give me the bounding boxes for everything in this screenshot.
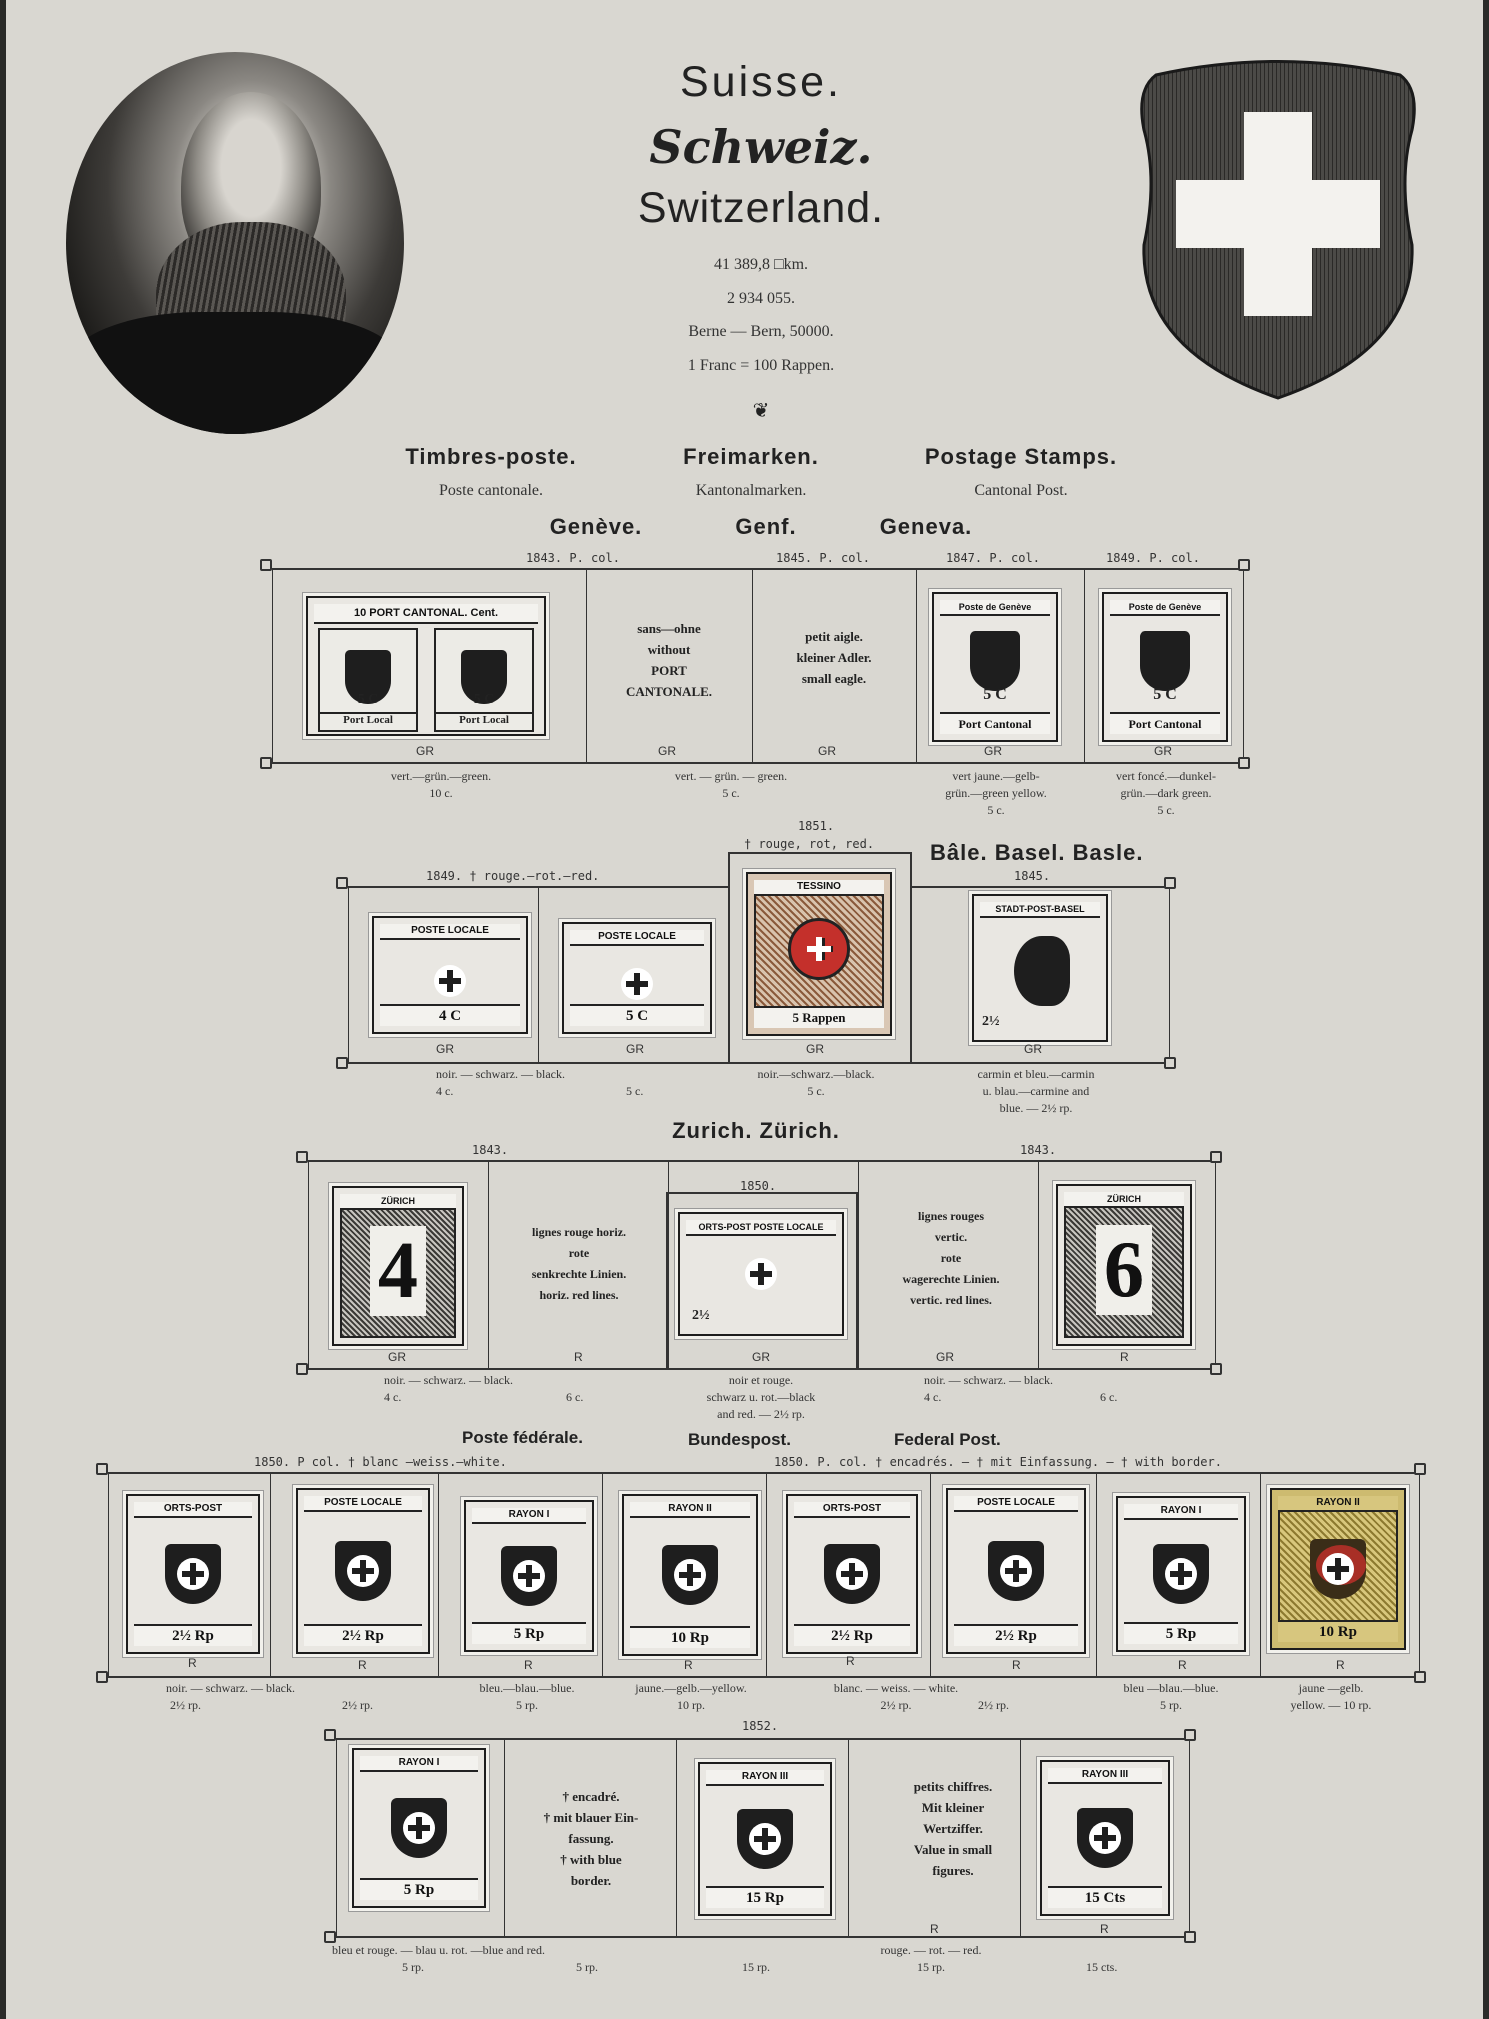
title-de: Schweiz. [649, 120, 873, 174]
stamp-value: 5 C [473, 692, 495, 707]
stamp-zurich-6: ZÜRICH 6 [1056, 1184, 1192, 1346]
stamp-value: 5 C [983, 686, 1007, 703]
date-1851-red: † rouge, rot, red. [744, 837, 875, 851]
date-1849-red: 1849. † rouge.—rot.—red. [426, 869, 600, 883]
date-1845-basel: 1845. [1014, 869, 1051, 883]
caption: noir. — schwarz. — black. 4 c. [436, 1067, 565, 1098]
catalogue-mark: R [846, 1654, 855, 1668]
catalogue-mark: GR [388, 1350, 406, 1364]
stamp-federal-6: POSTE LOCALE 2½ Rp [946, 1488, 1086, 1654]
catalogue-mark: R [1100, 1922, 1109, 1936]
catalogue-mark: GR [658, 744, 676, 758]
catalogue-mark: GR [818, 744, 836, 758]
mount-clip [96, 1463, 108, 1475]
catalogue-mark: GR [752, 1350, 770, 1364]
date-1851: 1851. [797, 819, 835, 833]
mount-clip [1414, 1671, 1426, 1683]
geneva-heading-en: Geneva. [879, 514, 973, 539]
catalogue-mark: R [358, 1658, 367, 1672]
federal-heading-fr: Poste fédérale. [462, 1428, 583, 1447]
caption: rouge. — rot. — red. 15 rp. [880, 1943, 982, 1974]
date-1843: 1843. P. col. [526, 551, 620, 565]
stamp-federal-7: RAYON I 5 Rp [1116, 1496, 1246, 1652]
portrait [66, 52, 404, 434]
section-title-fr: Timbres-poste. [405, 444, 577, 469]
catalogue-mark: GR [1154, 744, 1172, 758]
mount-clip [296, 1151, 308, 1163]
stamp-vaud-5c: POSTE LOCALE 5 C [562, 922, 712, 1034]
catalogue-mark: R [1012, 1658, 1021, 1672]
zurich-desc-horizontal: lignes rouge horiz. rote senkrechte Linien. horiz. red lines. [531, 1225, 627, 1302]
stamp-value: 2½ [982, 1014, 1000, 1029]
caption: 6 c. [1100, 1390, 1118, 1404]
caption: 2½ rp. [978, 1698, 1009, 1712]
catalogue-mark: GR [984, 744, 1002, 758]
catalogue-mark: GR [806, 1042, 824, 1056]
caption: jaune.—gelb.—yellow. 10 rp. [635, 1681, 747, 1712]
stamp-vaud-4c: POSTE LOCALE 4 C [372, 916, 528, 1034]
album-page [6, 0, 1483, 2019]
mount-clip [336, 1057, 348, 1069]
mount-clip [1164, 1057, 1176, 1069]
caption: 15 rp. [742, 1960, 770, 1974]
ornament: ❦ [752, 400, 770, 422]
caption: noir et rouge. schwarz u. rot.—black and red. — 2½ rp. [706, 1373, 816, 1421]
stamp-federal-5: ORTS-POST 2½ Rp [786, 1494, 918, 1654]
mount-clip [260, 757, 272, 769]
federal-heading-de: Bundespost. [688, 1430, 791, 1449]
zurich-desc-vertical: lignes rouges vertic. rote wagerechte Linien. vertic. red lines. [902, 1209, 1000, 1307]
stamp-basel-dove: STADT-POST-BASEL 2½ [972, 894, 1108, 1042]
stamp-federal-3: RAYON I 5 Rp [464, 1500, 594, 1652]
desc-blue-border: † encadré. † mit blauer Ein- fassung. † with blue border. [543, 1789, 639, 1888]
stamp-winterthur: ORTS-POST POSTE LOCALE 2½ [678, 1212, 844, 1336]
geneva-desc-small-eagle: petit aigle. kleiner Adler. small eagle. [796, 629, 872, 686]
currency: 1 Franc = 100 Rappen. [687, 357, 835, 374]
stamp-zurich-4: ZÜRICH 4 [332, 1186, 464, 1346]
section-sub-en: Cantonal Post. [974, 482, 1068, 499]
caption: vert jaune.—gelb- grün.—green yellow. 5 c. [945, 769, 1047, 817]
zurich-heading: Zurich. Zürich. [672, 1118, 840, 1143]
mount-clip [324, 1729, 336, 1741]
basel-heading: Bâle. Basel. Basle. [930, 840, 1144, 865]
mount-clip [1238, 559, 1250, 571]
mount-clip [296, 1363, 308, 1375]
date-1850-white: 1850. P col. † blanc —weiss.—white. [254, 1455, 507, 1469]
mount-clip [96, 1671, 108, 1683]
caption: jaune —gelb. yellow. — 10 rp. [1290, 1681, 1372, 1712]
stamp-geneva-1849: Poste de Genève 5 C Port Cantonal [1102, 592, 1228, 742]
stamp-1852-5rp: RAYON I 5 Rp [352, 1748, 486, 1908]
caption: bleu —blau.—blue. 5 rp. [1123, 1681, 1219, 1712]
caption: 5 c. [626, 1084, 644, 1098]
caption: carmin et bleu.—carmin u. blau.—carmine and blue. — 2½ rp. [977, 1067, 1095, 1115]
title-fr: Suisse. [679, 58, 842, 106]
date-1843-zurich: 1843. [472, 1143, 509, 1157]
caption: vert. — grün. — green. 5 c. [674, 769, 788, 800]
mount-clip [1184, 1729, 1196, 1741]
catalogue-mark: GR [1024, 1042, 1042, 1056]
date-1843-zurich-2: 1843. [1020, 1143, 1057, 1157]
stamp-geneva-1847: Poste de Genève 5 C Port Cantonal [932, 592, 1058, 742]
catalogue-mark: R [574, 1350, 583, 1364]
caption: noir. — schwarz. — black. 2½ rp. [166, 1681, 295, 1712]
stamp-ticino: TESSINO 5 Rappen [746, 872, 892, 1036]
caption: noir. — schwarz. — black. 4 c. [924, 1373, 1053, 1404]
capital: Berne — Bern, 50000. [688, 323, 834, 340]
area: 41 389,8 □km. [713, 256, 809, 273]
date-1850-zurich: 1850. [740, 1179, 777, 1193]
caption: blanc. — weiss. — white. 2½ rp. [833, 1681, 959, 1712]
caption: bleu.—blau.—blue. 5 rp. [479, 1681, 575, 1712]
caption: noir. — schwarz. — black. 4 c. [384, 1373, 513, 1404]
mount-clip [260, 559, 272, 571]
stamp-bottom: Port Local [320, 712, 416, 730]
stamp-value: 5 C [1153, 686, 1177, 703]
catalogue-mark: R [188, 1656, 197, 1670]
stamp-value: 2½ [692, 1308, 710, 1323]
caption: vert foncé.—dunkel- grün.—dark green. 5 c. [1116, 769, 1216, 817]
mount-clip [1414, 1463, 1426, 1475]
desc-small-figures: petits chiffres. Mit kleiner Wertziffer. Value in small figures. [913, 1779, 993, 1878]
catalogue-mark: GR [626, 1042, 644, 1056]
catalogue-mark: R [524, 1658, 533, 1672]
federal-heading-en: Federal Post. [894, 1430, 1001, 1449]
mount-clip [1210, 1363, 1222, 1375]
caption: 2½ rp. [342, 1698, 373, 1712]
swiss-shield-icon [1136, 60, 1420, 405]
date-1850-border: 1850. P. col. † encadrés. — † mit Einfassung. — † with border. [774, 1455, 1222, 1469]
catalogue-mark: R [684, 1658, 693, 1672]
caption: 15 cts. [1086, 1960, 1118, 1974]
catalogue-mark: R [1336, 1658, 1345, 1672]
catalogue-mark: GR [936, 1350, 954, 1364]
population: 2 934 055. [727, 290, 795, 307]
caption: vert.—grün.—green. 10 c. [390, 769, 492, 800]
mount-clip [336, 877, 348, 889]
geneva-heading-fr: Genève. [549, 514, 643, 539]
stamp-1852-15rp: RAYON III 15 Rp [698, 1762, 832, 1916]
mount-clip [1210, 1151, 1222, 1163]
geneva-desc-without: sans—ohne without PORT CANTONALE. [625, 621, 713, 699]
catalogue-mark: GR [416, 744, 434, 758]
stamp-federal-2: POSTE LOCALE 2½ Rp [296, 1488, 430, 1654]
catalogue-mark: GR [436, 1042, 454, 1056]
mount-clip [1164, 877, 1176, 889]
title-en: Switzerland. [637, 184, 885, 232]
stamp-bottom: Port Local [436, 712, 532, 730]
catalogue-mark: R [1178, 1658, 1187, 1672]
caption: noir.—schwarz.—black. 5 c. [757, 1067, 875, 1098]
caption: bleu et rouge. — blau u. rot. —blue and red. 5 rp. [332, 1943, 545, 1974]
section-sub-de: Kantonalmarken. [695, 482, 807, 499]
section-title-de: Freimarken. [683, 444, 819, 469]
date-1847: 1847. P. col. [946, 551, 1040, 565]
stamp-federal-4: RAYON II 10 Rp [622, 1494, 758, 1656]
date-1849: 1849. P. col. [1106, 551, 1200, 565]
date-1845: 1845. P. col. [776, 551, 870, 565]
mount-clip [1184, 1931, 1196, 1943]
stamp-geneva-double: 10 PORT CANTONAL. Cent. 5 C Port Local 5 C Port Local [306, 596, 546, 736]
section-sub-fr: Poste cantonale. [439, 482, 543, 499]
stamp-federal-1: ORTS-POST 2½ Rp [126, 1494, 260, 1654]
catalogue-mark: R [930, 1922, 939, 1936]
stamp-1852-15cts: RAYON III 15 Cts [1040, 1760, 1170, 1916]
caption: 6 c. [566, 1390, 584, 1404]
section-title-en: Postage Stamps. [924, 444, 1118, 469]
stamp-federal-8-yellow: RAYON II 10 Rp [1270, 1488, 1406, 1650]
geneva-heading-de: Genf. [735, 514, 797, 539]
date-1852: 1852. [742, 1719, 779, 1733]
stamp-value: 5 C [357, 692, 379, 707]
catalogue-mark: R [1120, 1350, 1129, 1364]
caption: 5 rp. [576, 1960, 598, 1974]
